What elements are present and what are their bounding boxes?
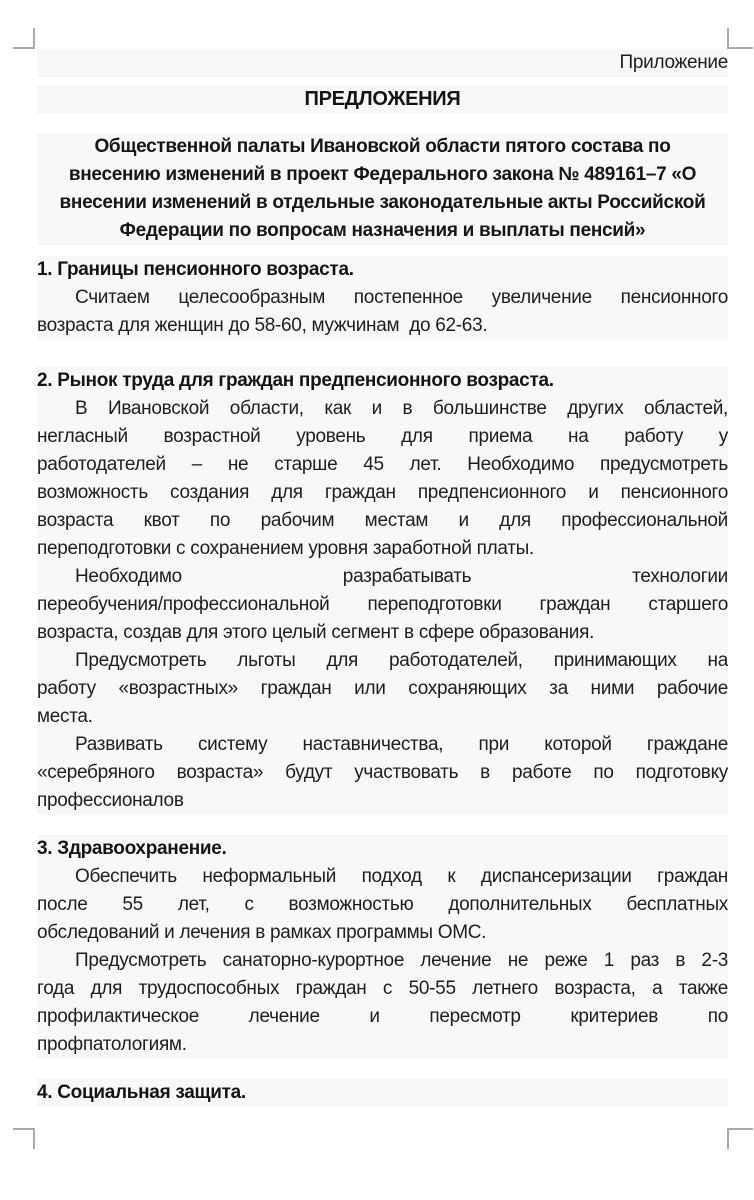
text-line: работодателей – не старше 45 лет. Необходимо предусмотреть [37,451,728,479]
subtitle-line: внесению изменений в проект Федерального закона № 489161–7 «О [37,161,728,189]
section-2-paragraph-4 [37,731,728,815]
text-line: «серебряного возраста» будут участвовать в работе по подготовку [37,759,728,787]
section-1-paragraph-1 [37,284,728,340]
text-line: Обеспечить неформальный подход к диспансеризации граждан [37,863,728,891]
text-line: после 55 лет, с возможностью дополнительных бесплатных [37,891,728,919]
section-heading-4: 4. Социальная защита. [37,1079,728,1107]
subtitle-line: Федерации по вопросам назначения и выплаты пенсий» [37,217,728,245]
text-line: места. [37,703,728,731]
section-2-paragraph-2 [37,563,728,647]
annex-label: Приложение [37,49,728,77]
text-line: Предусмотреть санаторно-курортное лечение не реже 1 раз в 2-3 [37,947,728,975]
text-line: года для трудоспособных граждан с 50-55 летнего возраста, а также [37,975,728,1003]
text-line: Считаем целесообразным постепенное увеличение пенсионного [37,284,728,312]
subtitle-line: внесении изменений в отдельные законодательные акты Российской [37,189,728,217]
document-title: ПРЕДЛОЖЕНИЯ [37,85,728,113]
section-2-paragraph-1 [37,395,728,563]
text-line: Предусмотреть льготы для работодателей, принимающих на [37,647,728,675]
text-line: возраста для женщин до 58-60, мужчинам до 62-63. [37,312,728,340]
section-heading-1: 1. Границы пенсионного возраста. [37,256,728,284]
text-line: профпатологиям. [37,1031,728,1059]
text-line: возможность создания для граждан предпенсионного и пенсионного [37,479,728,507]
crop-mark-top-right-icon [727,28,753,49]
crop-mark-bottom-left-icon [13,1128,35,1149]
text-line: негласный возрастной уровень для приема на работу у [37,423,728,451]
text-line: работу «возрастных» граждан или сохраняющих за ними рабочие [37,675,728,703]
text-line: обследований и лечения в рамках программы ОМС. [37,919,728,947]
text-line: переподготовки с сохранением уровня заработной платы. [37,535,728,563]
crop-mark-top-left-icon [13,28,35,49]
subtitle-line: Общественной палаты Ивановской области пятого состава по [37,133,728,161]
document-subtitle [37,133,728,245]
text-line: возраста квот по рабочим местам и для профессиональной [37,507,728,535]
section-3-paragraph-2 [37,947,728,1059]
text-line: профилактическое лечение и пересмотр критериев по [37,1003,728,1031]
text-line: возраста, создав для этого целый сегмент в сфере образования. [37,619,728,647]
crop-mark-bottom-right-icon [727,1128,753,1149]
text-line: переобучения/профессиональной переподготовки граждан старшего [37,591,728,619]
text-line: Необходимо разрабатывать технологии [37,563,728,591]
section-heading-3: 3. Здравоохранение. [37,835,728,863]
section-heading-2: 2. Рынок труда для граждан предпенсионного возраста. [37,367,728,395]
section-3-paragraph-1 [37,863,728,947]
text-line: Развивать систему наставничества, при которой граждане [37,731,728,759]
section-2-paragraph-3 [37,647,728,731]
text-line: В Ивановской области, как и в большинстве других областей, [37,395,728,423]
text-line: профессионалов [37,787,728,815]
